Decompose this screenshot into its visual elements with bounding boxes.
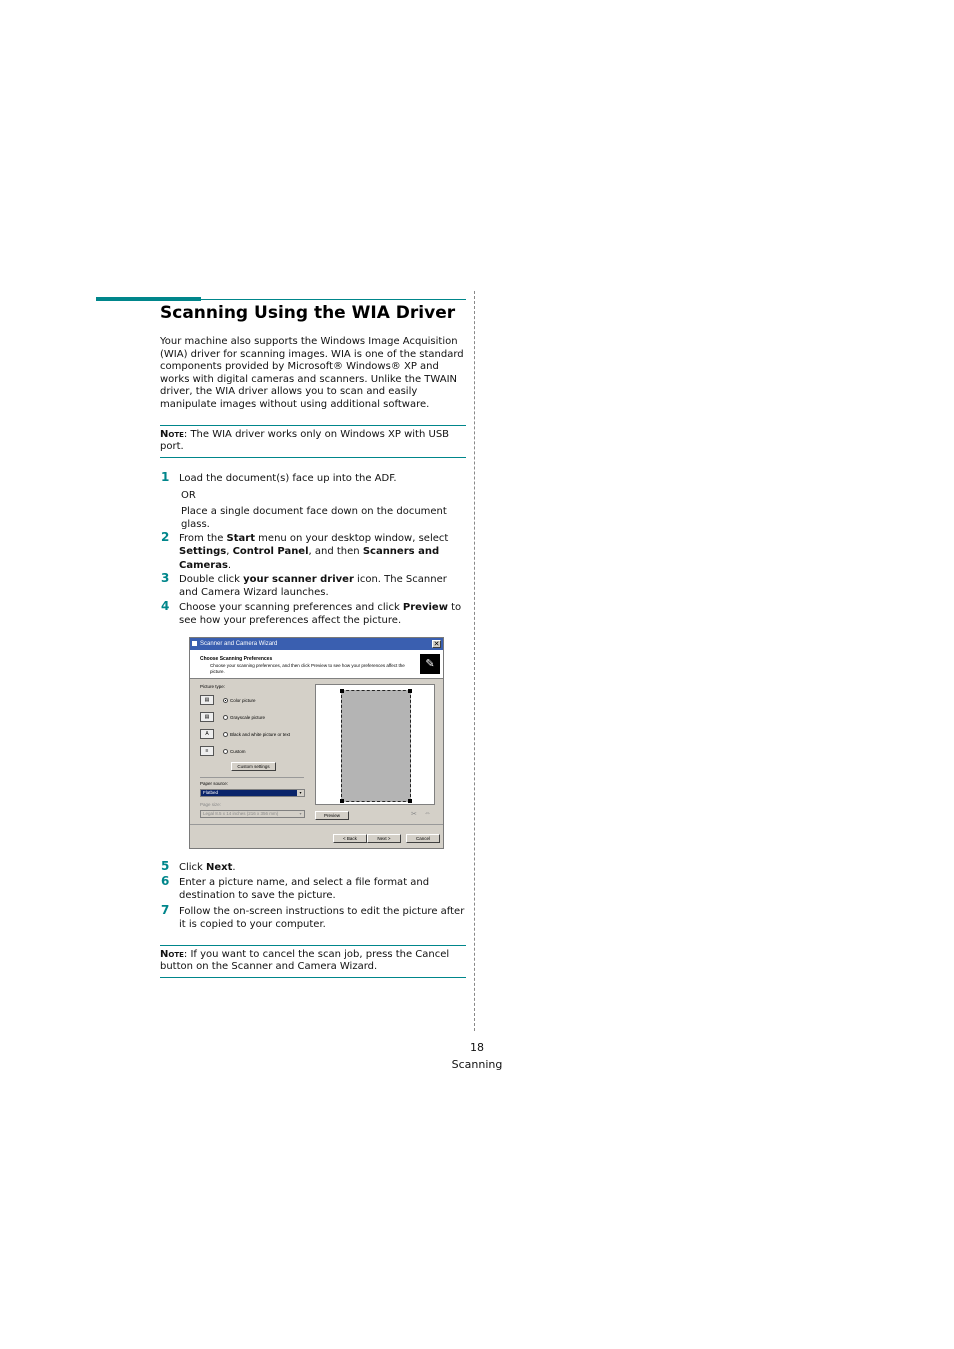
note-bottom-rule bbox=[160, 977, 466, 978]
close-icon[interactable]: ✕ bbox=[433, 641, 440, 648]
camera-wizard-icon: ✎ bbox=[420, 654, 440, 674]
step-number: 6 bbox=[161, 874, 170, 888]
picture-type-label: Picture type: bbox=[200, 684, 226, 689]
note-1 bbox=[160, 429, 466, 452]
step-number: 5 bbox=[161, 859, 170, 873]
step-number: 7 bbox=[161, 903, 170, 917]
note-2 bbox=[160, 949, 466, 972]
page-size-value: Legal 8.5 x 14 inches (216 x 356 mm) bbox=[203, 811, 279, 816]
step-number: 2 bbox=[161, 530, 170, 544]
color-picture-radio[interactable] bbox=[223, 698, 228, 703]
grayscale-picture-radio[interactable] bbox=[223, 715, 228, 720]
step-text: Click Next. bbox=[179, 862, 236, 873]
wizard-header bbox=[190, 650, 443, 679]
note-label: Note bbox=[160, 429, 184, 440]
black-white-radio[interactable] bbox=[223, 732, 228, 737]
step-text: Double click your scanner driver icon. The Scanner and Camera Wizard launches. bbox=[179, 574, 447, 599]
note-text: : The WIA driver works only on Windows XP with USB port. bbox=[160, 429, 450, 452]
wizard-heading: Choose Scanning Preferences bbox=[200, 656, 273, 662]
page-cut-line bbox=[474, 291, 475, 1031]
scan-region[interactable] bbox=[341, 690, 411, 802]
custom-icon: ≡ bbox=[200, 746, 214, 756]
note-label: Note bbox=[160, 949, 184, 960]
black-white-icon: A bbox=[200, 729, 214, 739]
option-label: Color picture bbox=[230, 698, 256, 703]
grayscale-picture-icon: ▤ bbox=[200, 712, 214, 722]
wizard-title-bar bbox=[190, 638, 443, 650]
page-title: Scanning Using the WIA Driver bbox=[160, 303, 456, 323]
page-number: 18 bbox=[470, 1041, 484, 1054]
preview-button[interactable]: Preview bbox=[315, 811, 349, 820]
separator bbox=[190, 824, 443, 825]
preview-area bbox=[315, 684, 435, 805]
color-picture-icon: ▤ bbox=[200, 695, 214, 705]
crop-handle[interactable] bbox=[408, 689, 412, 693]
step-or: OR bbox=[181, 490, 196, 501]
page-size-label: Page size: bbox=[200, 802, 222, 807]
paper-source-label: Paper source: bbox=[200, 781, 229, 786]
step-number: 4 bbox=[161, 599, 170, 613]
crop-handle[interactable] bbox=[408, 799, 412, 803]
option-label: Custom bbox=[230, 749, 246, 754]
intro-paragraph: Your machine also supports the Windows Image Acquisition (WIA) driver for scanning images. WIA is one of the standard components provided by Microsoft® Windows® XP and works with digital cameras and scanners. Unlike the TWAIN driver, the WIA driver allows you to scan and easily manipulate images without using additional software. bbox=[160, 336, 464, 410]
note-top-rule bbox=[160, 945, 466, 946]
separator bbox=[200, 777, 304, 778]
scanner-wizard-screenshot bbox=[189, 637, 444, 849]
chevron-down-icon[interactable]: ▾ bbox=[297, 811, 304, 817]
wizard-title: Scanner and Camera Wizard bbox=[200, 641, 278, 647]
crop-handle[interactable] bbox=[340, 799, 344, 803]
paper-source-select[interactable] bbox=[200, 789, 305, 797]
custom-radio[interactable] bbox=[223, 749, 228, 754]
note-text: : If you want to cancel the scan job, press the Cancel button on the Scanner and Camera Wizard. bbox=[160, 949, 450, 972]
option-label: Black and white picture or text bbox=[230, 732, 291, 737]
step-text: Enter a picture name, and select a file format and destination to save the picture. bbox=[179, 877, 430, 902]
custom-settings-button[interactable]: Custom settings bbox=[231, 762, 276, 771]
step-alt-text: Place a single document face down on the document glass. bbox=[181, 506, 447, 531]
full-page-icon[interactable]: ⇔ bbox=[424, 810, 431, 817]
crop-handle[interactable] bbox=[340, 689, 344, 693]
note-top-rule bbox=[160, 425, 466, 426]
page-size-select[interactable] bbox=[200, 810, 305, 818]
header-rule bbox=[201, 299, 466, 300]
wizard-subheading: Choose your scanning preferences, and then click Preview to see how your preferences affect the picture. bbox=[210, 663, 405, 674]
step-text: Load the document(s) face up into the ADF. bbox=[179, 473, 397, 484]
back-button[interactable]: < Back bbox=[333, 834, 367, 843]
header-accent-bar bbox=[96, 297, 201, 301]
note-bottom-rule bbox=[160, 457, 466, 458]
wizard-app-icon bbox=[192, 641, 197, 646]
step-number: 1 bbox=[161, 470, 170, 484]
next-button[interactable]: Next > bbox=[367, 834, 401, 843]
chevron-down-icon[interactable]: ▾ bbox=[297, 790, 304, 796]
step-text: From the Start menu on your desktop window, select Settings, Control Panel, and then Scanners and Cameras. bbox=[179, 533, 449, 571]
step-number: 3 bbox=[161, 571, 170, 585]
cancel-button[interactable]: Cancel bbox=[406, 834, 440, 843]
option-label: Grayscale picture bbox=[230, 715, 266, 720]
section-name: Scanning bbox=[451, 1058, 503, 1071]
fit-selection-icon[interactable]: ✂ bbox=[411, 811, 417, 818]
paper-source-value: Flatbed bbox=[203, 790, 219, 795]
step-text: Choose your scanning preferences and click Preview to see how your preferences affect the picture. bbox=[179, 602, 462, 627]
step-text: Follow the on-screen instructions to edit the picture after it is copied to your computer. bbox=[179, 906, 465, 931]
